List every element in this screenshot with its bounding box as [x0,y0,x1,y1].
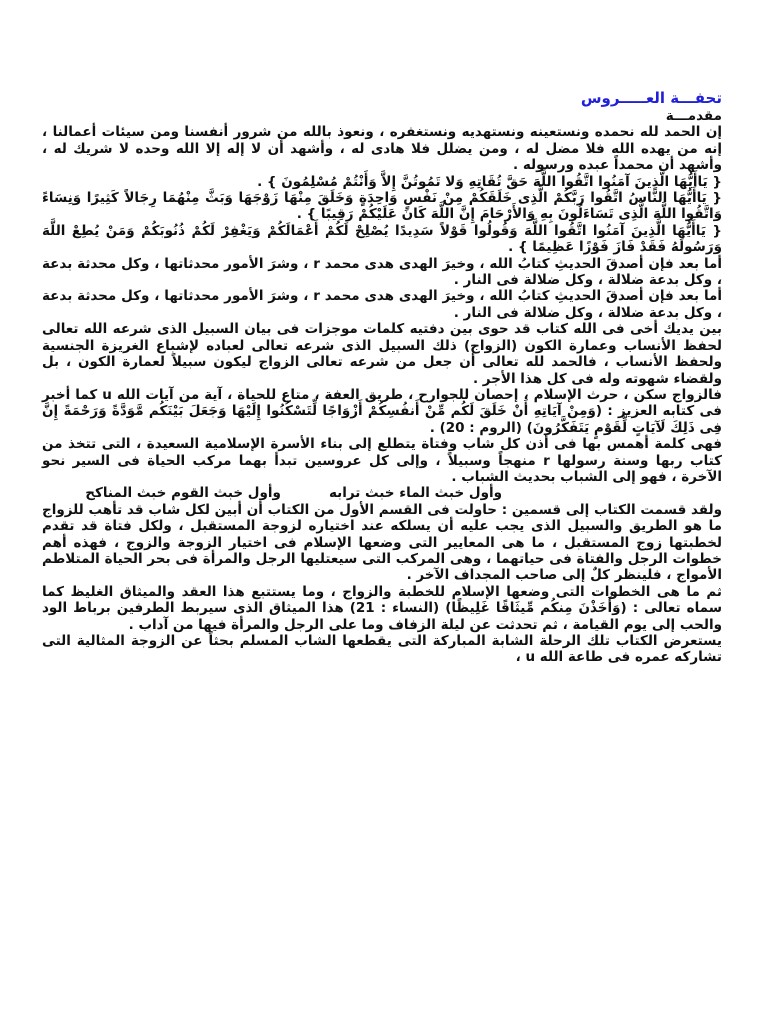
quran-verse: { يَاأَيُّهَا النَّاسُ اتَّقُوا رَبَّكُمْ الَّذِى خَلَقَكُمْ مِنْ نَفْسٍ وَاحِدَةٍ وَخَلَقَ مِنْهَا زَوْجَهَا وَبَثَّ مِنْهُمَا رِجَالاً كَثِيرًا وَنِسَاءً وَاتَّقُوا اللَّهَ الَّذِى تَسَاءَلُونَ بِهِ وَالأَرْحَامَ إِنَّ اللَّهَ كَانَ عَلَيْكُمْ رَقِيبًا } . [42,190,722,223]
paragraph: ثم ما هى الخطوات التى وضعها الإسلام للخطبة والزواج ، وما يستتبع هذا العقد والميثاق الغليظ كما سماه تعالى : (وَأَخَذْنَ مِنكُم مِّيثَاقًا غَلِيظًا) (النساء : 21) هذا الميثاق الذى سيربط الطرفين برباط الود والحب إلى يوم القيامة ، ثم تحدثت عن ليلة الزفاف وما على الرجل والمرأة فيها من آداب . [42,583,722,633]
poem-verse [42,485,722,501]
paragraph: إن الحمد لله نحمده ونستعينه ونستهديه ونستغفره ، ونعوذ بالله من شرور أنفسنا ومن سيئات أعمالنا ، إنه من يهده الله فلا مضل له ، ومن يضلل فلا هادى له ، وأشهد أن لا إله إلا الله وحده لا شريك له ، وأشهد أن محمداً عبده ورسوله . [42,124,722,174]
section-heading: مقدمـــة [665,108,722,124]
poem-hemistich-right: وأول خبث الماء خبث ترابه [328,485,502,502]
document-title: تحفـــة العـــــروس [580,89,722,107]
quran-verse: { يَاأَيُّهَا الَّذِينَ آمَنُوا اتَّقُوا اللَّهَ حَقَّ تُقَاتِهِ وَلا تَمُوتُنَّ إِلاَّ وَأَنْتُمْ مُسْلِمُونَ } . [257,173,722,190]
paragraph: أما بعد فإن أصدقَ الحديثِ كتابُ الله ، وخيرَ الهدى هدى محمد r ، وشرَ الأمور محدثاتها ، وكل محدثة بدعة ، وكل بدعة ضلالة ، وكل ضلالة فى النار . [42,288,722,321]
paragraph: ولقد قسمت الكتاب إلى قسمين : حاولت فى القسم الأول من الكتاب أن أبين لكل شاب قد تأهب للزواج ما هو الطريق والسبيل الذى يجب عليه أن يسلكه عند اختياره لزوجة المستقبل ، ولكل فتاة قد تقدم لخطبتها زوج المستقبل ، ما هى المعايير التى وضعها الإسلام فى اختيار الزوجة والزوج ، فهذه أهم خطوات الرجل والفتاة فى حياتهما ، وهى المركب التى سيعتليها الرجل والمرأة فى بحر الحياة المتلاطم الأمواج ، فلينظر كلٌ إلى صاحب المجداف الآخر . [42,501,722,584]
quran-verse: { يَاأَيُّهَا الَّذِينَ آمَنُوا اتَّقُوا اللَّهَ وَقُولُوا قَوْلاً سَدِيدًا يُصْلِحْ لَكُمْ أَعْمَالَكُمْ وَيَغْفِرْ لَكُمْ ذُنُوبَكُمْ وَمَنْ يُطِعْ اللَّهَ وَرَسُولَهُ فَقَدْ فَازَ فَوْزًا عَظِيمًا } . [42,222,722,256]
document-page [42,88,722,666]
paragraph: فالزواج سكن ، حرث الإسلام ، إحصان للجوارح ، طريق العفة ، متاع للحياة ، آية من آيات الله u كما أخبر فى كتابه العزيز : (وَمِنْ آيَاتِهِ أَنْ خَلَقَ لَكُم مِّنْ أَنفُسِكُمْ أَزْوَاجًا لِّتَسْكُنُوا إِلَيْهَا وَجَعَلَ بَيْنَكُم مَّوَدَّةً وَرَحْمَةً إِنَّ فِى ذَلِكَ لَآيَاتٍ لِّقَوْمٍ يَتَفَكَّرُونَ) (الروم : 20) . [42,386,722,436]
paragraph: يستعرض الكتاب تلك الرحلة الشابة المباركة التى يقطعها الشاب المسلم بحثاً عن الزوجة المثالية التى تشاركه عمره فى طاعة الله u ، [42,633,722,666]
paragraph: بين يديك أخى فى الله كتاب قد حوى بين دفتيه كلمات موجزات فى بيان السبيل الذى شرعه الله تعالى لحفظ الأنساب وعمارة الكون (الزواج) ذلك السبيل الذى شرعه تعالى لعباده لإشباع الغريزة الجنسية ولحفظ الأنساب ، فالحمد لله تعالى أن جعل من شرعه تعالى الزواج ليكون سبيلاً لعمارة الكون ، بل ولقضاء شهوته وله فى كل هذا الأجر . [42,321,722,387]
paragraph: فهى كلمة أهمس بها فى أذن كل شاب وفتاة يتطلع إلى بناء الأسرة الإسلامية السعيدة ، التى تتخذ من كتاب ربها وسنة رسولها r منهجاً وسبيلاً ، وإلى كل عروسين تبدأ بهما مركب الحياة فى السير نحو الآخرة ، فهو إلى الشباب بحديث الشباب . [42,436,722,485]
poem-hemistich-left: وأول خبث القوم خبث المناكح [85,485,281,502]
paragraph: أما بعد فإن أصدقَ الحديثِ كتابُ الله ، وخيرَ الهدى هدى محمد r ، وشرَ الأمور محدثاتها ، وكل محدثة بدعة ، وكل بدعة ضلالة ، وكل ضلالة فى النار . [42,255,722,289]
